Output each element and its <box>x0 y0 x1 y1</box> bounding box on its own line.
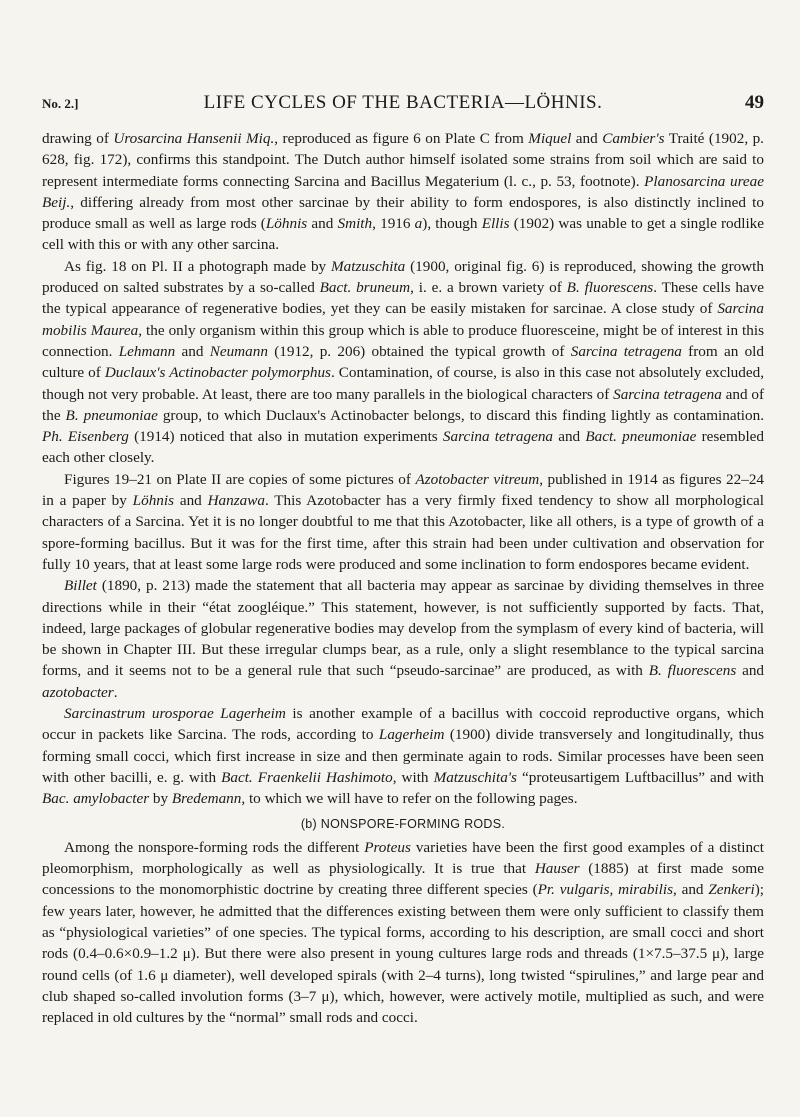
italic-run: B. pneumoniae <box>65 406 158 424</box>
text-run: , i. e. a brown variety of <box>410 279 567 297</box>
text-run: . Contamination, of course, is also in this case not absolutely excluded, though not very probable. At least, there are too many parallels in the biological characters of <box>42 364 764 403</box>
text-run: and <box>174 492 208 510</box>
italic-run: Matzuschita's <box>433 768 517 786</box>
italic-run: Proteus <box>364 838 411 856</box>
text-run: from an old culture of <box>42 342 764 382</box>
italic-run: Duclaux's Actinobacter polymorphus <box>104 364 331 382</box>
italic-run: Zenkeri <box>708 881 755 899</box>
italic-run: Bact. pneumoniae <box>585 428 697 446</box>
running-title: LIFE CYCLES OF THE BACTERIA—LÖHNIS. <box>203 92 603 113</box>
body-text <box>42 128 764 1028</box>
italic-run: Ellis <box>481 215 510 233</box>
running-header <box>42 92 764 118</box>
italic-run: a <box>414 215 423 233</box>
paragraph <box>42 837 764 1029</box>
italic-run: Bact. Fraenkelii Hashimoto <box>221 768 393 786</box>
italic-run: Urosarcina Hansenii Miq. <box>113 130 275 147</box>
italic-run: Sarcina tetragena <box>570 342 682 360</box>
italic-run: Lagerheim <box>378 726 445 744</box>
italic-run: Sarcina tetragena <box>442 428 554 446</box>
text-run: group, to which Duclaux's Actinobacter belongs, to discard this finding lightly as contamination. <box>157 406 764 424</box>
text-run: , 1916 <box>372 215 415 233</box>
text-run: ), though <box>422 215 482 233</box>
italic-run: B. fluorescens <box>648 662 737 680</box>
paragraph <box>42 128 764 256</box>
italic-run: Lehmann <box>118 342 176 360</box>
italic-run: B. fluorescens <box>566 279 654 297</box>
text-run: (1902) was unable to get a single rodlike cell with this or with any other sarcina. <box>42 215 765 254</box>
text-run: . These cells have the typical appearance of regenerative bodies, yet they can be easily mistaken for sarcinae. A close study of <box>42 279 765 318</box>
text-run: (1912, p. 206) obtained the typical growth of <box>267 342 571 360</box>
italic-run: Ph. Eisenberg <box>42 428 129 446</box>
text-run: and <box>307 215 338 233</box>
text-run: . <box>113 683 118 701</box>
paragraph <box>42 703 764 809</box>
italic-run: Löhnis <box>132 492 175 510</box>
text-run: . This Azotobacter has a very firmly fixed tendency to show all morphological characters of a Sarcina. Yet it is no longer doubtful to me that this Azotobacter, like all others, is a type of growth of a spore-forming bacillus. But it was for the first time, after this strain had been under cultivation and observation for fully 10 years, that at least some large rods were produced and some inclination to form endospores became evident. <box>42 492 765 573</box>
text-run: “proteusartigem Luftbacillus” and with <box>516 768 764 786</box>
italic-run: Sarcina mobilis Maurea <box>42 300 764 339</box>
issue-number: No. 2.] <box>42 96 79 111</box>
italic-run: Bac. amylobacter <box>42 790 150 808</box>
text-run: and <box>736 662 765 680</box>
text-run: , the only organism within this group which is able to produce fluoresceine, might be of interest in this connection. <box>42 321 764 360</box>
italic-run: Hauser <box>534 860 580 878</box>
text-run: , with <box>392 768 434 786</box>
paragraph <box>42 469 764 575</box>
paragraph <box>42 575 764 703</box>
italic-run: Sarcinastrum urosporae Lagerheim <box>64 705 286 723</box>
text-run: and of the <box>42 385 764 424</box>
text-run: by <box>149 790 172 808</box>
text-run: , differing already from most other sarcinae by their ability to form endospores, is also distinctly inclined to produce small as well as large rods ( <box>42 193 764 233</box>
text-run: (1914) noticed that also in mutation experiments <box>128 428 443 446</box>
text-run: (1890, p. 213) made the statement that all bacteria may appear as sarcinae by dividing themselves in three directions while in their “état zoogléique.” This statement, however, is not sufficiently supported by facts. That, indeed, large packages of globular regenerative bodies may develop from the symplasm of every kind of bacteria, will be shown in Chapter III. But these irregular clumps bear, as a rule, only a slight resemblance to the typical sarcina forms, and it seems not to be a general rule that such “pseudo-sarcinae” are produced, as with <box>42 577 764 680</box>
text-run: resembled each other closely. <box>42 428 765 467</box>
text-run: , and <box>672 881 709 899</box>
text-run: is another example of a bacillus with coccoid reproductive organs, which occur in packets like Sarcina. The rods, according to <box>42 705 764 744</box>
page-number: 49 <box>745 92 764 113</box>
text-run: varieties have been the first good examples of a distinct pleomorphism, morphologically as well as physiologically. It is true that <box>42 838 764 878</box>
text-run: and <box>175 342 210 360</box>
text-run: (1885) at first made some concessions to the monomorphistic doctrine by creating three different species ( <box>42 860 764 899</box>
italic-run: Bredemann <box>171 790 242 808</box>
text-run: drawing of <box>42 130 114 147</box>
text-run: Traité (1902, p. 628, fig. 172), confirms this standpoint. The Dutch author himself isolated some strains from soil which are said to represent intermediate forms connecting Sarcina and Bacillus Megaterium (l. c., p. 53, footnote). <box>42 130 764 190</box>
text-run: , to which we will have to refer on the following pages. <box>241 790 578 808</box>
italic-run: Miquel <box>528 130 572 147</box>
text-run: , reproduced as figure 6 on Plate C from <box>274 130 529 147</box>
italic-run: Billet <box>64 577 97 595</box>
text-run: (1900, original fig. 6) is reproduced, showing the growth produced on salted substrates by a so-called <box>42 257 764 297</box>
italic-run: Azotobacter vitreum <box>415 470 540 488</box>
text-run: Figures 19–21 on Plate II are copies of some pictures of <box>64 470 416 488</box>
text-run: and <box>553 428 586 446</box>
paragraph <box>42 256 764 469</box>
italic-run: Löhnis <box>265 215 308 233</box>
text-run: As fig. 18 on Pl. II a photograph made by <box>64 257 332 275</box>
text-run: ); few years later, however, he admitted that the differences existing between them were only sufficient to classify them as “physiological varieties” of one species. The typical forms, according to his description, are small cocci and short rods (0.4–0.6×0.9–1.2 μ). But there were also present in young cultures large rods and threads (1×7.5–37.5 μ), large round cells (of 1.6 μ diameter), well developed spirals (with 2–4 turns), long twisted “spirulines,” and large pear and club shaped so-called involution forms (3–7 μ), which, however, were actively motile, multiplied as such, and were replaced in old cultures by the “normal” small rods and cocci. <box>42 881 765 1027</box>
text-run: and <box>571 130 603 147</box>
italic-run: Sarcina tetragena <box>613 385 722 403</box>
text-run: , published in 1914 as figures 22–24 in a paper by <box>42 470 765 510</box>
italic-run: Cambier's <box>602 130 665 147</box>
italic-run: Matzuschita <box>331 257 406 275</box>
italic-run: Hanzawa <box>207 492 265 510</box>
italic-run: Bact. bruneum <box>319 279 411 297</box>
italic-run: Smith <box>337 215 373 233</box>
text-run: (1900) divide transversely and longitudinally, thus forming small cocci, which first increase in size and then germinate again to rods. Similar processes have been seen with other bacilli, e. g. with <box>42 726 764 786</box>
italic-run: azotobacter <box>42 683 114 701</box>
italic-run: Neumann <box>209 342 268 360</box>
text-run: Among the nonspore-forming rods the different <box>64 838 365 856</box>
section-heading: (b) NONSPORE-FORMING RODS. <box>300 816 506 831</box>
italic-run: Pr. vulgaris, mirabilis <box>537 881 673 899</box>
italic-run: Planosarcina ureae Beij. <box>42 172 764 211</box>
